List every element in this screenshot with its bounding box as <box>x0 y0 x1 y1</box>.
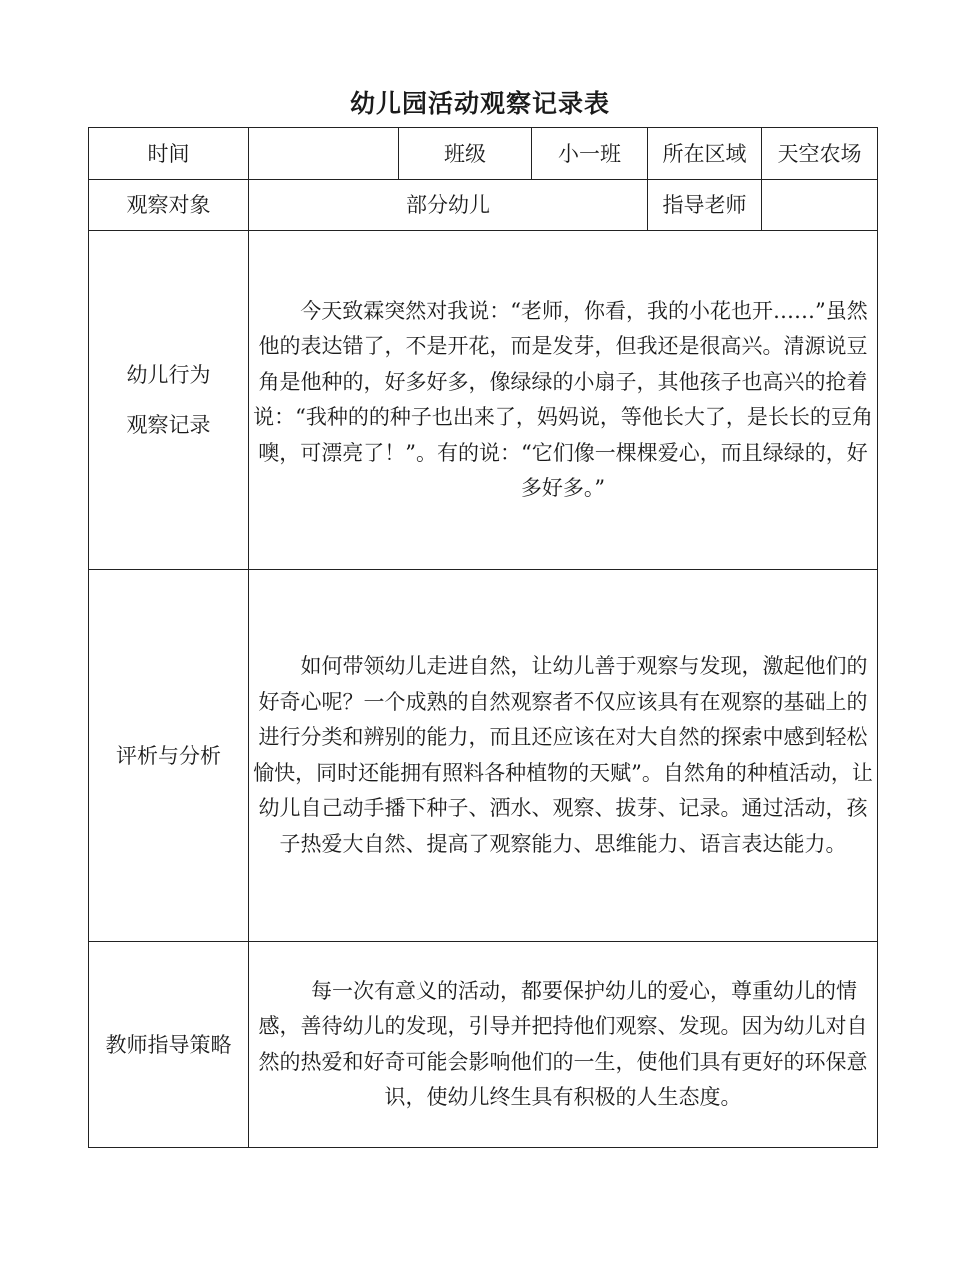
subject-label: 观察对象 <box>89 180 249 231</box>
subject-value: 部分幼儿 <box>249 180 648 231</box>
time-value <box>249 128 399 180</box>
class-value: 小一班 <box>532 128 648 180</box>
behavior-label-line1: 幼儿行为 <box>126 363 211 387</box>
strategy-row <box>89 942 878 1148</box>
strategy-text: 每一次有意义的活动，都要保护幼儿的爱心，尊重幼儿的情感，善待幼儿的发现，引导并把持他们观察、发现。因为幼儿对自然的热爱和好奇可能会影响他们的一生，使他们具有更好的环保意识，使幼儿终生具有积极的人生态度。 <box>249 942 878 1148</box>
analysis-label: 评析与分析 <box>89 570 249 942</box>
time-label: 时间 <box>89 128 249 180</box>
area-label: 所在区域 <box>648 128 762 180</box>
header-row <box>89 128 878 180</box>
behavior-text: 今天致霖突然对我说：“老师，你看，我的小花也开……”虽然他的表达错了，不是开花，而是发芽，但我还是很高兴。清源说豆角是他种的，好多好多，像绿绿的小扇子，其他孩子也高兴的抢着说：“我种的的种子也出来了，妈妈说，等他长大了，是长长的豆角噢，可漂亮了！”。有的说：“它们像一棵棵爱心，而且绿绿的，好多好多。” <box>249 231 878 570</box>
teacher-label: 指导老师 <box>648 180 762 231</box>
class-label: 班级 <box>399 128 532 180</box>
teacher-value <box>762 180 878 231</box>
behavior-label <box>89 231 249 570</box>
page-title: 幼儿园活动观察记录表 <box>349 89 610 118</box>
observation-record-table <box>88 127 878 1148</box>
behavior-row <box>89 231 878 570</box>
analysis-text: 如何带领幼儿走进自然，让幼儿善于观察与发现，激起他们的好奇心呢？一个成熟的自然观察者不仅应该具有在观察的基础上的进行分类和辨别的能力，而且还应该在对大自然的探索中感到轻松愉快，同时还能拥有照料各种植物的天赋”。自然角的种植活动，让幼儿自己动手播下种子、洒水、观察、拔芽、记录。通过活动，孩子热爱大自然、提高了观察能力、思维能力、语言表达能力。 <box>249 570 878 942</box>
subject-row <box>89 180 878 231</box>
strategy-label: 教师指导策略 <box>89 942 249 1148</box>
behavior-label-line2: 观察记录 <box>126 413 211 437</box>
area-value: 天空农场 <box>762 128 878 180</box>
analysis-row <box>89 570 878 942</box>
